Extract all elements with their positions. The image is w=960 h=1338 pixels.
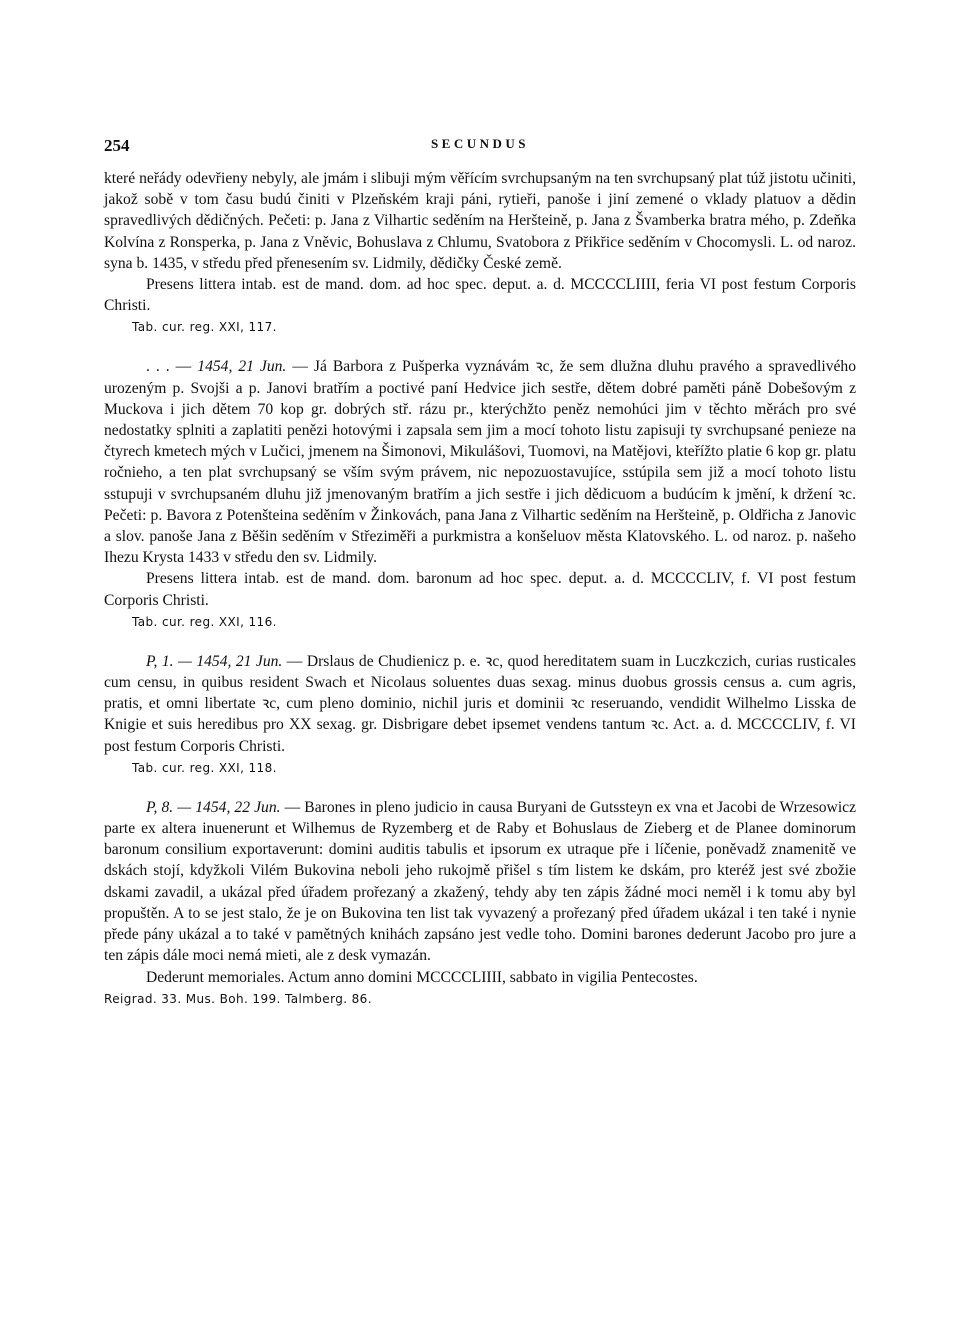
entry-note: Presens littera intab. est de mand. dom. ad hoc spec. deput. a. d. MCCCCLIIII, feria VI post festum Corporis Christi. (104, 276, 856, 315)
entry-reference: Tab. cur. reg. XXI, 118. (132, 760, 277, 775)
entry-text (104, 797, 856, 967)
entry-date: 1454, 21 Jun. (196, 652, 283, 670)
entry-lead: P, 8. — (146, 798, 192, 816)
entry-date: 1454, 21 Jun. (197, 358, 287, 376)
entry-note: Dederunt memoriales. Actum anno domini MCCCCLIIII, sabbato in vigilia Pentecostes. (146, 968, 698, 986)
entry-reference: Tab. cur. reg. XXI, 117. (132, 320, 277, 335)
entry-lead: P, 1. — (146, 652, 192, 670)
entry-body: — Barones in pleno judicio in causa Buryani de Gutssteyn ex vna et Jacobi de Wrzesowicz parte ex altera inuenerunt et Wilhemus de Ryzemberg et de Raby et Bohuslaus de Zieberg et de Planee dominorum baronum consilium exportaverunt: domini auditis tabulis et ipsorum ex utraque pře i líčenie, poněvadž znamenitě ve dskách stojí, kdyžkoli Vilém Bukovina neboli jeho rukojmě přišel s tím listem ke dskám, pro kteréž jest své zbožie dskami zavadil, a ukázal před úřadem prořezaný a zkažený, tehdy aby ten zápis žádné moci neměl i k tomu aby byl propuštěn. A to se jest stalo, že je on Bukovina ten list tak vyvazený a prořezaný před úřadem ukázal i ten také i nynie přede pány ukázal a to také v pamětných knihách zapsáno jest vedle toho. Domini barones dederunt Jacobo pro jure a ten zápis dále moci nemá mieti, ale z desk vymazán. (104, 798, 856, 965)
document-body (104, 168, 856, 1009)
entry-date: 1454, 22 Jun. (195, 798, 281, 816)
entry-body: které neřády odevřieny nebyly, ale jmám i slibuji mým věřícím svrchupsaným na ten svrchupsaný plat túž jistotu učiniti, jakož sobě v tom času budú činiti v Plzeňském kraji páni, rytieři, panoše i jiní zemené o vklady platuov a dědin spravedlivých dědičných. Pečeti: p. Jana z Vilhartic seděním na Heršteině, p. Jana z Švamberka bratra mého, p. Zdeňka Kolvína z Ronsperka, p. Jana z Vněvic, Bohuslava z Chlumu, Svatobora z Přikřice seděním v Chocomysli. L. od naroz. syna b. 1435, v středu před přenesením sv. Lidmily, dědičky České země. (104, 170, 856, 272)
entry-note: Presens littera intab. est de mand. dom. baronum ad hoc spec. deput. a. d. MCCCCLIV, f. VI post festum Corporis Christi. (104, 570, 856, 609)
entry-reference: Tab. cur. reg. XXI, 116. (132, 614, 277, 629)
entry-text (104, 356, 856, 568)
entry-body: — Drslaus de Chudienicz p. e. ꝛc, quod hereditatem suam in Luczkczich, curias rusticales cum censu, in quibus resident Swach et Nicolaus soluentes duas sexag. minus duobus grossis census a. cum agris, pratis, et omni libertate ꝛc, cum pleno dominio, nichil juris et dominii ꝛc reseruando, vendidit Wilhelmo Lisska de Knigie et suis heredibus pro XX sexag. gr. Disbrigare debet ipsemet vendens tantum ꝛc. Act. a. d. MCCCCLIV, f. VI post festum Corporis Christi. (104, 652, 856, 755)
entry-reference: Reigrad. 33. Mus. Boh. 199. Talmberg. 86. (104, 991, 372, 1006)
running-title: SECUNDUS (430, 136, 530, 151)
page-header (104, 128, 856, 168)
entry-body: — Já Barbora z Pušperka vyznávám ꝛc, že sem dlužna dluhu pravého a spravedlivého urozeným p. Svojši a p. Janovi bratřím a poctivé paní Hedvice jich sestře, dětem dobré paměti páně Dobešovým z Muckova i jich dětem 70 kop gr. dobrých stř. rázu pr., kterýchžto peněz nemohúci jim v těchto měrách pro své nedostatky splniti a zaplatiti penězi hotovými i zapsala sem jim a mocí tohoto listu zapisuji ty svrchupsané penieze na čtyrech kmetech mých v Lučici, jmenem na Šimonovi, Mikulášovi, Tuomovi, na Matějovi, kteřížto platie 6 kop gr. platu ročnieho, a ten plat svrchupsaný se vším svým právem, nic nepozuostavujíce, sstúpila sem již a mocí tohoto listu sstupuji v svrchupsaném dluhu již jmenovaným bratřím a jich sestře i jich dědicuom a budúcím k jmění, k držení ꝛc. Pečeti: p. Bavora z Potenšteina seděním v Žinkovách, pana Jana z Vilhartic seděním na Heršteině, p. Oldřicha z Janovic a slov. panoše Jana z Běšin seděním v Střeziměři a purkmistra a konšeluov města Klatovského. L. od naroz. p. našeho Ihezu Krysta 1433 v středu den sv. Lidmily. (104, 358, 857, 567)
entry-lead: . . . — (146, 358, 192, 376)
page-number: 254 (104, 136, 130, 155)
document-page (104, 128, 856, 1009)
entry-text (104, 651, 856, 757)
